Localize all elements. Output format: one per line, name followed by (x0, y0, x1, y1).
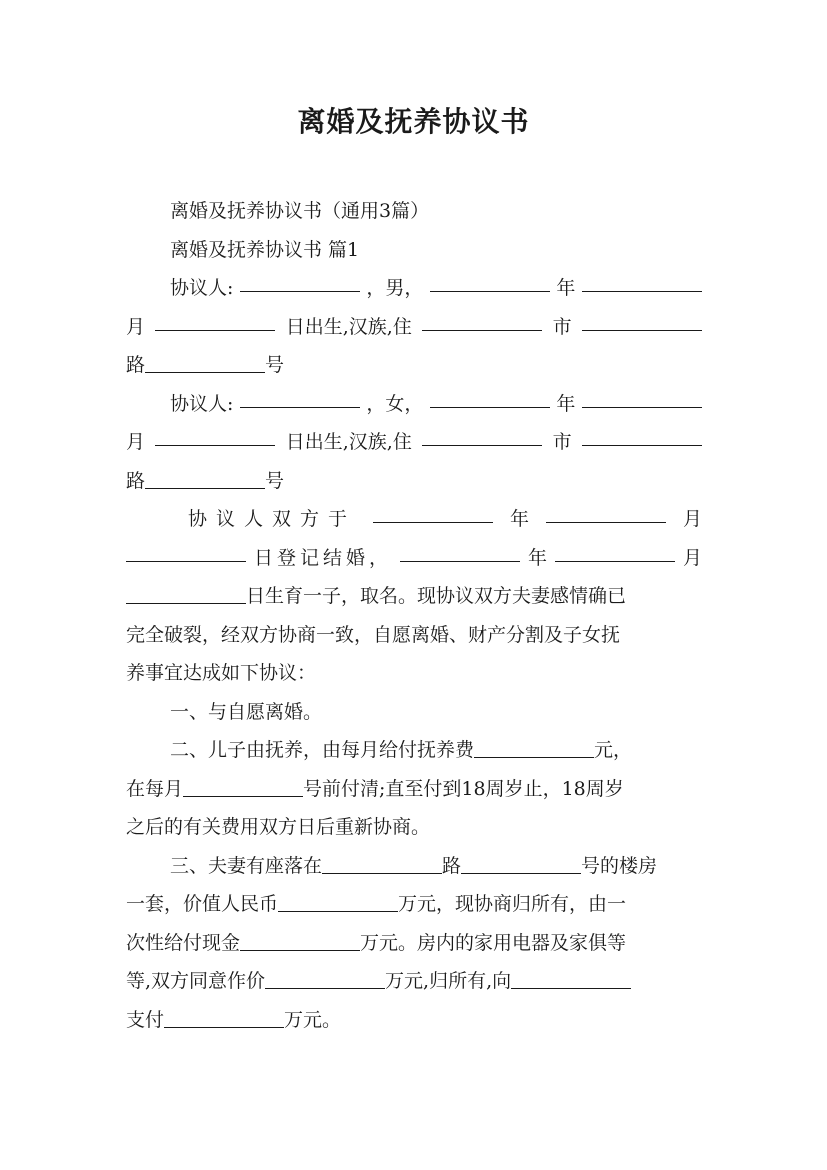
blank-field (126, 581, 246, 604)
blank-field (422, 423, 542, 446)
blank-field (278, 889, 398, 912)
marriage-line3: 日生育一子，取名。现协议双方夫妻感情确已 (126, 577, 702, 616)
section-heading: 离婚及抚养协议书 篇1 (170, 238, 360, 261)
blank-field (582, 385, 702, 408)
marriage-line1: 协议人双方于 年 月 (126, 500, 702, 539)
blank-field (126, 539, 246, 562)
item-3-line5: 支付 万元。 (126, 1001, 702, 1040)
blank-field (240, 269, 360, 292)
item-2-line3: 之后的有关费用双方日后重新协商。 (126, 816, 431, 838)
blank-field (183, 774, 303, 797)
blank-field (582, 423, 702, 446)
party2-line3: 路 号 (126, 462, 702, 501)
blank-field (145, 466, 265, 489)
subtitle: 离婚及抚养协议书（通用3篇） (170, 200, 430, 222)
marriage-line5: 养事宜达成如下协议： (126, 662, 317, 684)
blank-field (240, 928, 360, 951)
item-3-line2: 一套，价值人民币 万元，现协商归所有，由一 (126, 885, 702, 924)
blank-field (582, 269, 702, 292)
party1-line1: 协议人: ，男， 年 (126, 269, 702, 308)
blank-field (155, 423, 275, 446)
marriage-line4: 完全破裂，经双方协商一致，自愿离婚、财产分割及子女抚 (126, 623, 621, 646)
blank-field (322, 851, 442, 874)
blank-field (430, 385, 550, 408)
blank-field (582, 308, 702, 331)
party2-line1: 协议人: ，女， 年 (126, 385, 702, 424)
blank-field (145, 350, 265, 373)
blank-field (373, 500, 493, 523)
document-body (126, 192, 702, 1039)
blank-field (422, 308, 542, 331)
blank-field (474, 735, 594, 758)
party1-line2: 月 日出生,汉族,住 市 (126, 308, 702, 347)
blank-field (240, 385, 360, 408)
blank-field (546, 500, 666, 523)
blank-field (265, 966, 385, 989)
blank-field (430, 269, 550, 292)
blank-field (555, 539, 675, 562)
blank-field (461, 851, 581, 874)
marriage-line2: 日登记结婚， 年 月 (126, 539, 702, 578)
blank-field (164, 1005, 284, 1028)
item-3-line3: 次性给付现金 万元。房内的家用电器及家俱等 (126, 924, 702, 963)
item-2-line2: 在每月 号前付清;直至付到18周岁止，18周岁 (126, 770, 702, 809)
party2-line2: 月 日出生,汉族,住 市 (126, 423, 702, 462)
document-title: 离婚及抚养协议书 (297, 105, 530, 138)
item-1: 一、与自愿离婚。 (170, 700, 323, 723)
item-2-line1: 二、儿子由抚养，由每月给付抚养费 元， (126, 731, 702, 770)
blank-field (511, 966, 631, 989)
item-3-line4: 等,双方同意作价 万元,归所有,向 (126, 962, 702, 1001)
party1-line3: 路 号 (126, 346, 702, 385)
blank-field (155, 308, 275, 331)
item-3-line1: 三、夫妻有座落在 路 号的楼房 (126, 847, 702, 886)
blank-field (400, 539, 520, 562)
